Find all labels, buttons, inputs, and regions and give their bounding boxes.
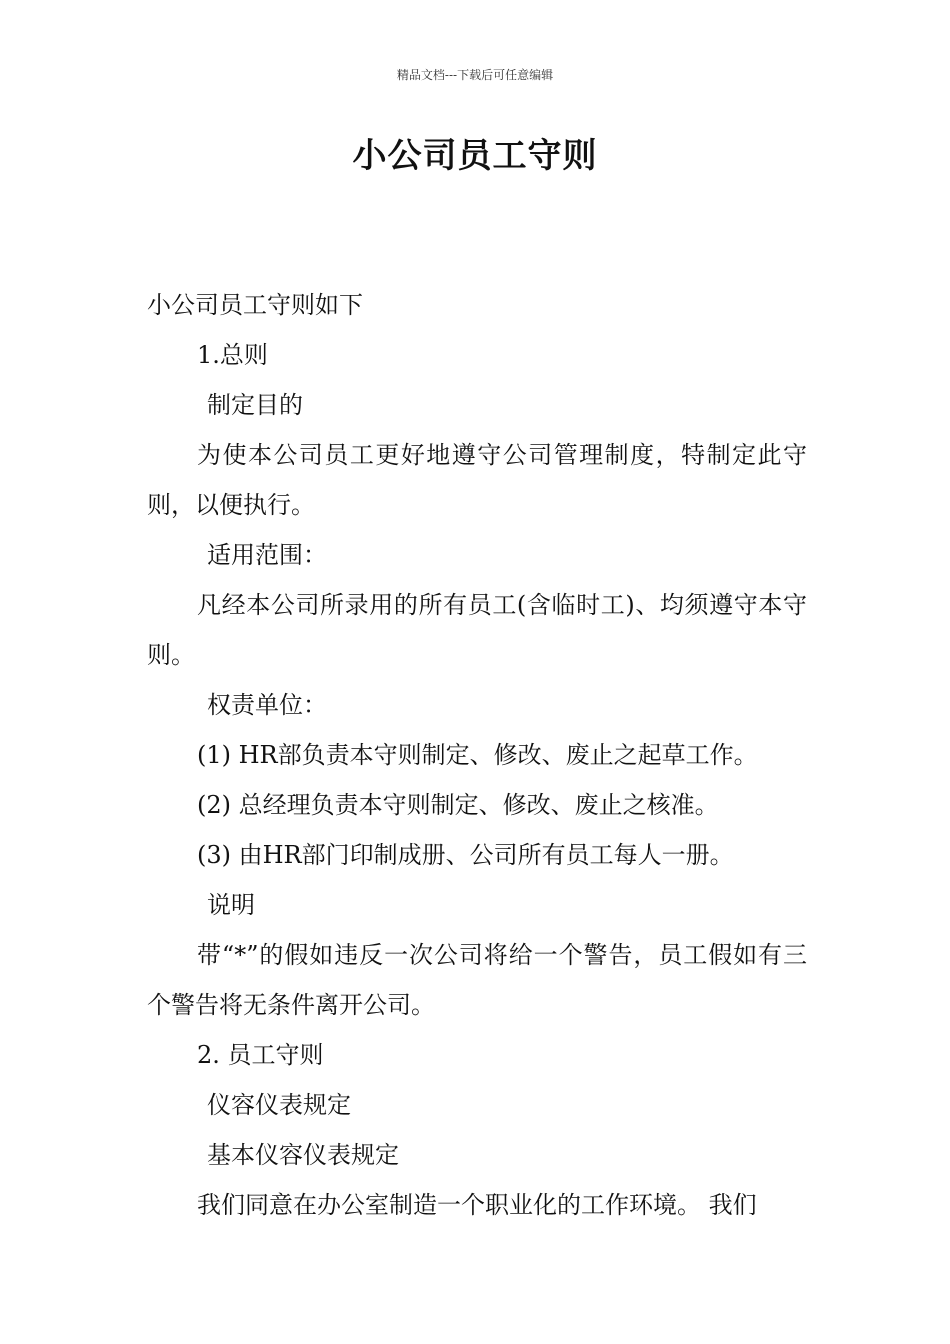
- duty-heading: 权责单位：: [207, 691, 327, 719]
- document-title: 小公司员工守则: [352, 136, 598, 176]
- appearance-paragraph: 我们同意在办公室制造一个职业化的工作环境。 我们: [197, 1191, 757, 1219]
- section-2-heading: 2. 员工守则: [197, 1041, 324, 1069]
- purpose-paragraph: 为使本公司员工更好地遵守公司管理制度，特制定此守则，以便执行。: [147, 441, 807, 519]
- basic-appearance-heading: 基本仪容仪表规定: [207, 1141, 399, 1169]
- duty-item-3: (3) 由HR部门印制成册、公司所有员工每人一册。: [197, 841, 734, 869]
- purpose-heading: 制定目的: [207, 391, 303, 419]
- duty-item-1: (1) HR部负责本守则制定、修改、废止之起草工作。: [197, 741, 758, 769]
- note-paragraph: 带“*”的假如违反一次公司将给一个警告，员工假如有三个警告将无条件离开公司。: [147, 941, 807, 1019]
- document-body: [147, 280, 807, 1230]
- intro-line: 小公司员工守则如下: [147, 291, 363, 319]
- section-1-heading: 1.总则: [197, 341, 268, 369]
- appearance-heading: 仪容仪表规定: [207, 1091, 351, 1119]
- scope-heading: 适用范围：: [207, 541, 327, 569]
- header-note: 精品文档---下载后可任意编辑: [396, 68, 554, 82]
- note-heading: 说明: [207, 891, 255, 919]
- duty-item-2: (2) 总经理负责本守则制定、修改、废止之核准。: [197, 791, 719, 819]
- scope-paragraph: 凡经本公司所录用的所有员工(含临时工)、均须遵守本守则。: [147, 591, 807, 669]
